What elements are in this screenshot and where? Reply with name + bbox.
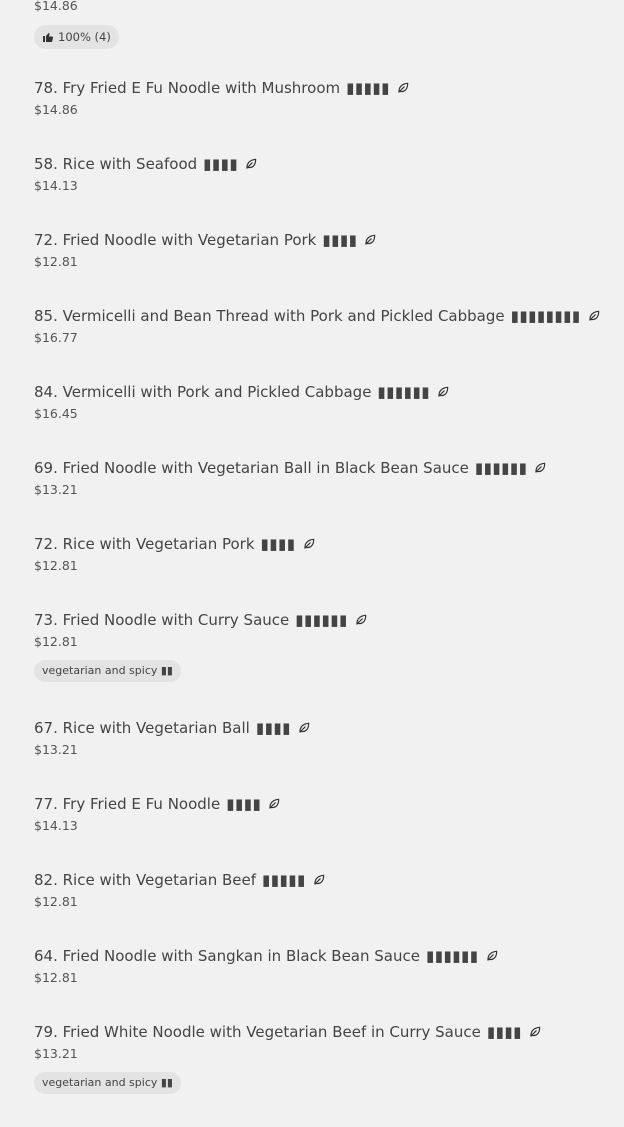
thumbs-up-icon bbox=[42, 31, 54, 43]
menu-item[interactable] bbox=[34, 458, 614, 497]
menu-item-title[interactable] bbox=[34, 1022, 614, 1042]
item-name-text: 78. Fry Fried E Fu Noodle with Mushroom bbox=[34, 79, 341, 97]
vegetarian-leaf-icon bbox=[267, 797, 281, 811]
item-name-text: 73. Fried Noodle with Curry Sauce bbox=[34, 611, 290, 629]
item-name-cjk: ▮▮▮▮▮ bbox=[262, 871, 306, 889]
menu-item[interactable] bbox=[34, 306, 614, 345]
item-name-cjk: ▮▮▮▮▮▮ bbox=[425, 947, 479, 965]
item-name-text: 64. Fried Noodle with Sangkan in Black Bean Sauce bbox=[34, 947, 420, 965]
item-price: $13.21 bbox=[34, 1046, 78, 1061]
vegetarian-leaf-icon bbox=[354, 613, 368, 627]
item-name-cjk: ▮▮▮▮▮▮▮▮ bbox=[510, 307, 581, 325]
menu-item-title[interactable] bbox=[34, 306, 614, 326]
item-name-cjk: ▮▮▮▮ bbox=[203, 155, 239, 173]
rating-badge bbox=[34, 25, 119, 49]
item-price: $16.77 bbox=[34, 330, 78, 345]
item-price: $12.81 bbox=[34, 254, 78, 269]
menu-item[interactable] bbox=[34, 78, 614, 117]
item-price: $12.81 bbox=[34, 558, 78, 573]
menu-item-title[interactable] bbox=[34, 534, 614, 554]
menu-item[interactable] bbox=[34, 794, 614, 833]
menu-item[interactable] bbox=[34, 230, 614, 269]
menu-item-title[interactable] bbox=[34, 610, 614, 630]
item-price: $13.21 bbox=[34, 482, 78, 497]
menu-item[interactable] bbox=[34, 610, 614, 682]
item-name-text: 72. Fried Noodle with Vegetarian Pork bbox=[34, 231, 317, 249]
menu-item-title[interactable] bbox=[34, 718, 614, 738]
menu-item-title[interactable] bbox=[34, 78, 614, 98]
vegetarian-leaf-icon bbox=[312, 873, 326, 887]
menu-item-title[interactable] bbox=[34, 458, 614, 478]
item-name-cjk: ▮▮▮▮▮ bbox=[346, 79, 390, 97]
item-name-text: 84. Vermicelli with Pork and Pickled Cabbage bbox=[34, 383, 372, 401]
item-price: $12.81 bbox=[34, 634, 78, 649]
item-name-text: 69. Fried Noodle with Vegetarian Ball in Black Bean Sauce bbox=[34, 459, 469, 477]
item-name-text: 82. Rice with Vegetarian Beef bbox=[34, 871, 257, 889]
vegetarian-leaf-icon bbox=[297, 721, 311, 735]
item-name-text: 85. Vermicelli and Bean Thread with Pork and Pickled Cabbage bbox=[34, 307, 505, 325]
vegetarian-leaf-icon bbox=[587, 309, 601, 323]
vegetarian-leaf-icon bbox=[363, 233, 377, 247]
rating-label: 100% (4) bbox=[58, 30, 111, 44]
item-name-cjk: ▮▮▮▮▮▮ bbox=[377, 383, 430, 401]
vegetarian-leaf-icon bbox=[533, 461, 547, 475]
item-name-cjk: ▮▮▮▮▮▮ bbox=[474, 459, 528, 477]
menu-item[interactable] bbox=[34, 870, 614, 909]
item-name-cjk: ▮▮▮▮▮▮ bbox=[295, 611, 348, 629]
menu-item[interactable] bbox=[34, 534, 614, 573]
vegetarian-leaf-icon bbox=[436, 385, 450, 399]
item-price: $16.45 bbox=[34, 406, 78, 421]
menu-item-title[interactable] bbox=[34, 154, 614, 174]
menu-item-title[interactable] bbox=[34, 382, 614, 402]
menu-item[interactable] bbox=[34, 718, 614, 757]
item-price: $13.21 bbox=[34, 742, 78, 757]
menu-item-title[interactable] bbox=[34, 230, 614, 250]
menu-item-title[interactable] bbox=[34, 946, 614, 966]
item-name-text: 72. Rice with Vegetarian Pork bbox=[34, 535, 255, 553]
dietary-tag: vegetarian and spicy ▮▮ bbox=[34, 1072, 181, 1094]
item-name-text: 77. Fry Fried E Fu Noodle bbox=[34, 795, 221, 813]
menu-item[interactable] bbox=[34, 382, 614, 421]
item-name-text: 79. Fried White Noodle with Vegetarian Beef in Curry Sauce bbox=[34, 1023, 481, 1041]
item-name-cjk: ▮▮▮▮ bbox=[255, 719, 291, 737]
vegetarian-leaf-icon bbox=[485, 949, 499, 963]
vegetarian-leaf-icon bbox=[302, 537, 316, 551]
item-price: $12.81 bbox=[34, 970, 78, 985]
item-price: $14.13 bbox=[34, 178, 78, 193]
menu-item-title[interactable] bbox=[34, 870, 614, 890]
menu-item[interactable] bbox=[34, 1022, 614, 1094]
menu-item-title[interactable] bbox=[34, 794, 614, 814]
vegetarian-leaf-icon bbox=[244, 157, 258, 171]
item-price: $14.13 bbox=[34, 818, 78, 833]
item-name-cjk: ▮▮▮▮ bbox=[322, 231, 358, 249]
dietary-tag: vegetarian and spicy ▮▮ bbox=[34, 660, 181, 682]
item-price: $14.86 bbox=[34, 102, 78, 117]
item-name-cjk: ▮▮▮▮ bbox=[226, 795, 262, 813]
item-name-text: 67. Rice with Vegetarian Ball bbox=[34, 719, 250, 737]
vegetarian-leaf-icon bbox=[396, 81, 410, 95]
item-name-cjk: ▮▮▮▮ bbox=[486, 1023, 522, 1041]
item-name-text: 58. Rice with Seafood bbox=[34, 155, 198, 173]
item-name-cjk: ▮▮▮▮ bbox=[260, 535, 296, 553]
vegetarian-leaf-icon bbox=[528, 1025, 542, 1039]
menu-item[interactable] bbox=[34, 946, 614, 985]
menu-item[interactable] bbox=[34, 154, 614, 193]
item-price: $12.81 bbox=[34, 894, 78, 909]
item-price: $14.86 bbox=[34, 0, 78, 13]
